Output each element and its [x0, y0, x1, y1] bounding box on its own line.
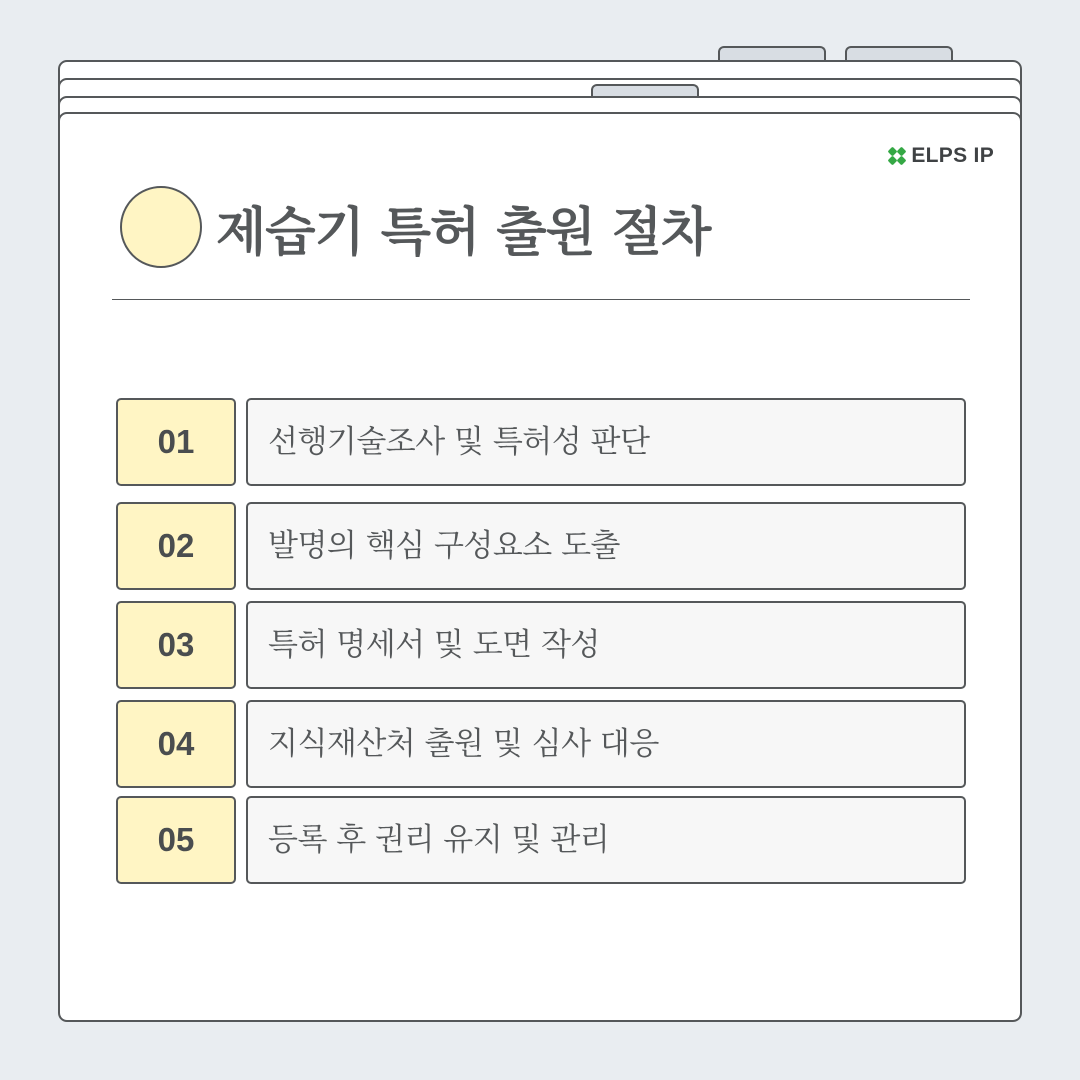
step-item: [116, 601, 966, 689]
step-item: [116, 398, 966, 486]
title-row: [120, 186, 710, 268]
step-number: 01: [116, 398, 236, 486]
step-item: [116, 502, 966, 590]
brand-logo: [887, 144, 994, 168]
yellow-circle-icon: [120, 186, 202, 268]
step-number: 04: [116, 700, 236, 788]
brand-name: ELPS IP: [911, 144, 994, 167]
step-number: 05: [116, 796, 236, 884]
step-item: [116, 796, 966, 884]
page-title: 제습기 특허 출원 절차: [216, 202, 711, 263]
main-card: [58, 112, 1022, 1022]
green-clover-icon: [887, 146, 907, 166]
divider: [112, 299, 970, 300]
step-label: 특허 명세서 및 도면 작성: [246, 601, 966, 689]
step-label: 등록 후 권리 유지 및 관리: [246, 796, 966, 884]
step-label: 발명의 핵심 구성요소 도출: [246, 502, 966, 590]
step-label: 선행기술조사 및 특허성 판단: [246, 398, 966, 486]
step-label: 지식재산처 출원 및 심사 대응: [246, 700, 966, 788]
step-number: 02: [116, 502, 236, 590]
step-number: 03: [116, 601, 236, 689]
step-item: [116, 700, 966, 788]
